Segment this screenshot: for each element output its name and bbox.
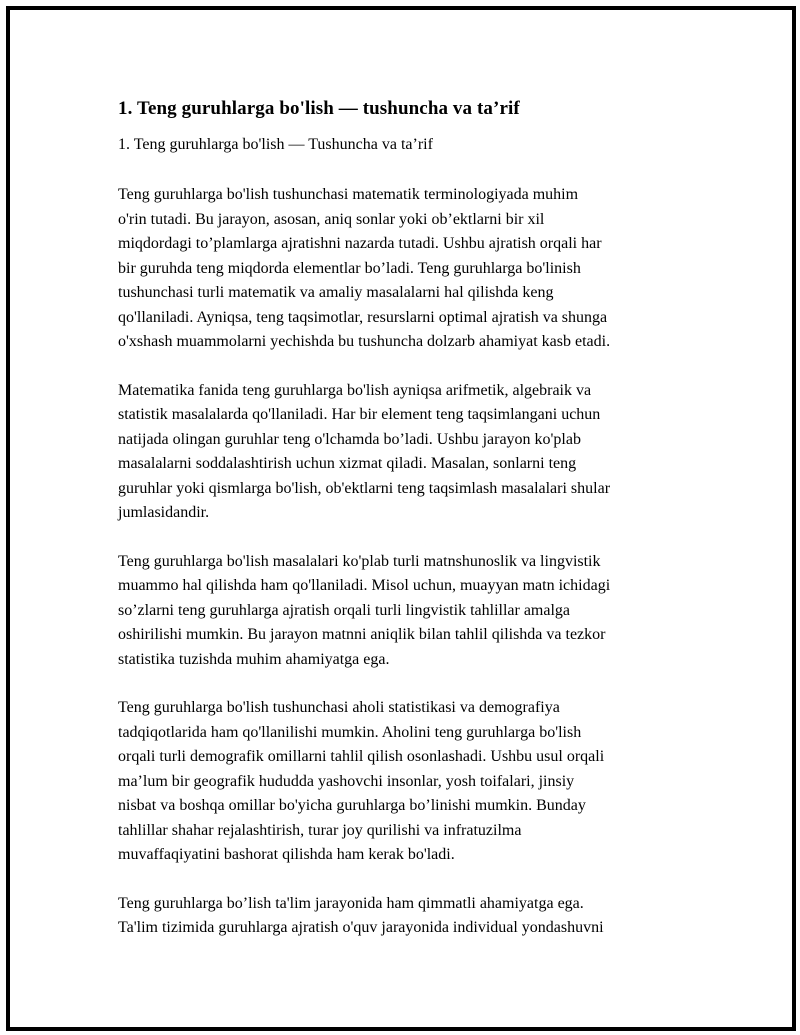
section-heading: 1. Teng guruhlarga bo'lish — tushuncha va ta’rif <box>118 98 520 119</box>
paragraph-3: Teng guruhlarga bo'lish masalalari ko'plab turli matnshunoslik va lingvistik muammo hal qilishda ham qo'llaniladi. Misol uchun, muayyan matn ichidagi so’zlarni teng guruhlarga ajratish orqali turli lingvistik tahlillar amalga oshirilishi mumkin. Bu jarayon matnni aniqlik bilan tahlil qilishda va tezkor statistika tuzishda muhim ahamiyatga ega. <box>118 552 611 668</box>
paragraph-5: Teng guruhlarga bo’lish ta'lim jarayonida ham qimmatli ahamiyatga ega. Ta'lim tizimida guruhlarga ajratish o'quv jarayonida individual yondashuvni <box>118 894 604 936</box>
paragraph-4: Teng guruhlarga bo'lish tushunchasi aholi statistikasi va demografiya tadqiqotlarida ham qo'llanilishi mumkin. Aholini teng guruhlarga bo'lish orqali turli demografik omillarni tahlil qilish osonlashadi. Ushbu usul orqali ma’lum bir geografik hududda yashovchi insonlar, yosh toifalari, jinsiy nisbat va boshqa omillar bo'yicha guruhlarga bo’linishi mumkin. Bunday tahlillar shahar rejalashtirish, turar joy qurilishi va infratuzilma muvaffaqiyatini bashorat qilishda ham kerak bo'ladi. <box>118 699 605 863</box>
paragraph-1: Teng guruhlarga bo'lish tushunchasi matematik terminologiyada muhim o'rin tutadi. Bu jarayon, asosan, aniq sonlar yoki ob’ektlarni bir xil miqdordagi to’plamlarga ajratishni nazarda tutadi. Ushbu ajratish orqali har bir guruhda teng miqdorda elementlar bo’ladi. Teng guruhlarga bo'linish tushunchasi turli matematik va amaliy masalalarni hal qilishda keng qo'llaniladi. Ayniqsa, teng taqsimotlar, resurslarni optimal ajratish va shunga o'xshash muammolarni yechishda bu tushuncha dolzarb ahamiyat kasb etadi. <box>118 186 611 350</box>
page-frame <box>6 6 796 1031</box>
paragraph-2: Matematika fanida teng guruhlarga bo'lish ayniqsa arifmetik, algebraik va statistik masalalarda qo'llaniladi. Har bir element teng taqsimlangani uchun natijada olingan guruhlar teng o'lchamda bo’ladi. Ushbu jarayon ko'plab masalalarni soddalashtirish uchun xizmat qiladi. Masalan, sonlarni teng guruhlar yoki qismlarga bo'lish, ob'ektlarni teng taqsimlash masalalari shular jumlasidandir. <box>118 381 611 521</box>
document-body <box>118 96 718 941</box>
section-subheading: 1. Teng guruhlarga bo'lish — Tushuncha va ta’rif <box>118 136 433 153</box>
